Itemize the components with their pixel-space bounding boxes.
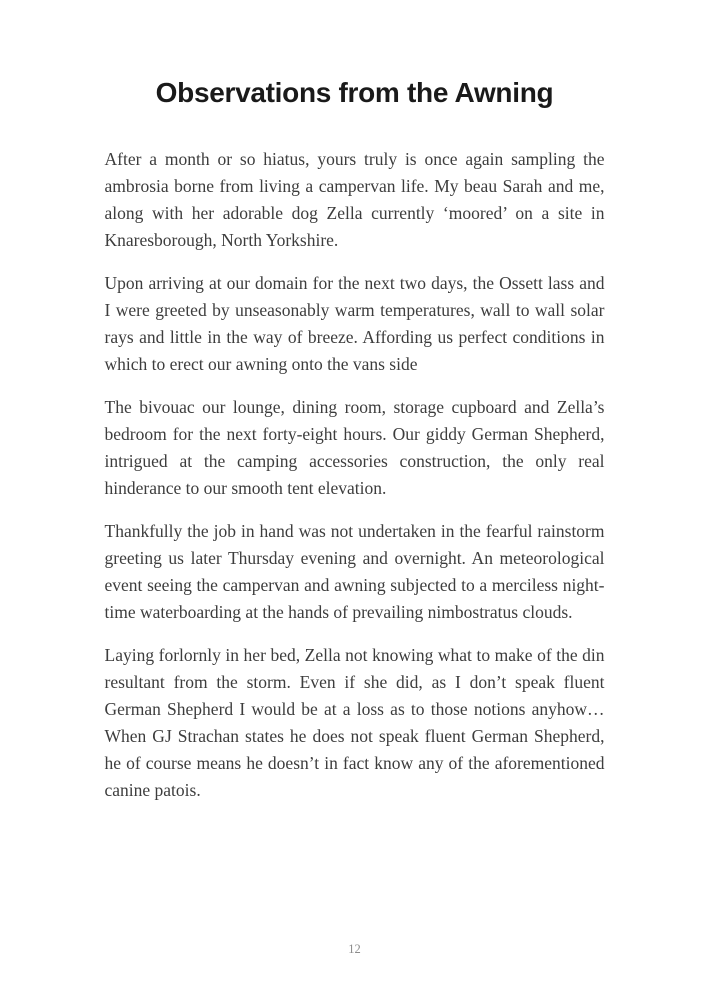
paragraph: Laying forlornly in her bed, Zella not knowing what to make of the din resultant from the storm. Even if she did, as I don’t speak fluent German Shepherd I would be at a loss as to those notions anyhow… When GJ Strachan states he does not speak fluent German Shepherd, he of course means he doesn’t in fact know any of the aforementioned canine patois. bbox=[104, 645, 605, 800]
paragraph: The bivouac our lounge, dining room, storage cupboard and Zella’s bedroom for the next forty-eight hours. Our giddy German Shepherd, intrigued at the camping accessories construction, the only real hinderance to our smooth tent elevation. bbox=[104, 397, 605, 498]
page-title: Observations from the Awning bbox=[155, 77, 554, 108]
paragraph: Upon arriving at our domain for the next two days, the Ossett lass and I were greeted by unseasonably warm temperatures, wall to wall solar rays and little in the way of breeze. Affording us perfect conditions in which to erect our awning onto the vans side bbox=[104, 273, 605, 374]
document-content bbox=[105, 76, 605, 804]
paragraph: Thankfully the job in hand was not undertaken in the fearful rainstorm greeting us later Thursday evening and overnight. An meteorological event seeing the campervan and awning subjected to a merciless night-time waterboarding at the hands of prevailing nimbostratus clouds. bbox=[104, 521, 605, 622]
paragraph: After a month or so hiatus, yours truly is once again sampling the ambrosia borne from living a campervan life. My beau Sarah and me, along with her adorable dog Zella currently ‘moored’ on a site in Knaresborough, North Yorkshire. bbox=[104, 149, 605, 250]
page-number: 12 bbox=[348, 942, 361, 956]
page-footer bbox=[0, 940, 709, 958]
document-body bbox=[105, 146, 605, 804]
